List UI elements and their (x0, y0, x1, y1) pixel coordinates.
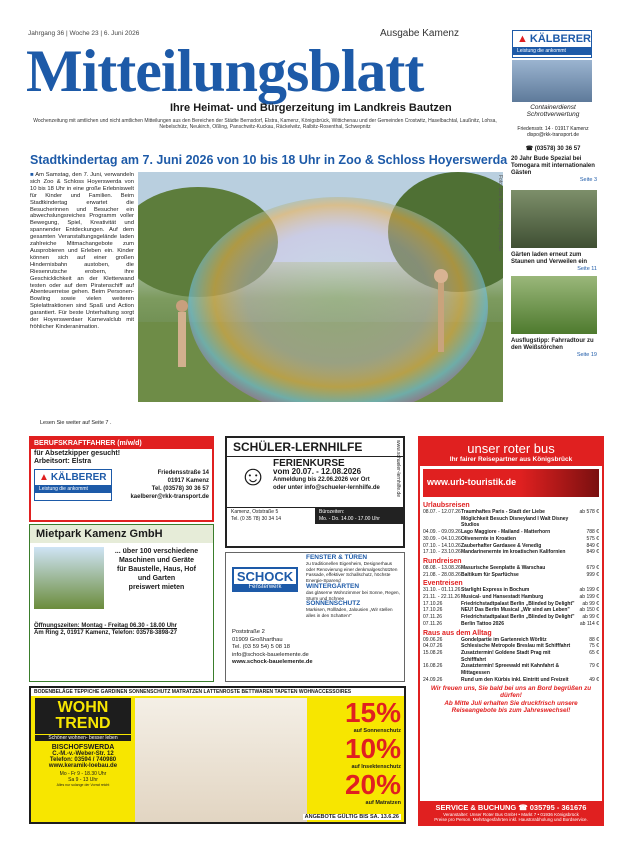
bus-section-title: Rundreisen (423, 557, 462, 565)
bus-trip-price: 65 € (589, 649, 599, 656)
schuelerhilfe-hours-label: Bürozeiten: (319, 509, 345, 515)
bus-trip-row[interactable] (420, 601, 602, 608)
kaelberer-logo-icon: ▲ (39, 472, 49, 483)
bus-trip-name: Masurische Seenplatte & Warschau (461, 564, 546, 571)
wohntrend-hours-week: Mo - Fr 9 - 18.30 Uhr (59, 771, 107, 777)
curtain-room-photo (135, 698, 307, 822)
bus-trip-date: 04.09. - 09.09.26 (423, 529, 461, 536)
mietpark-line2: Maschinen und Geräte (118, 557, 195, 564)
wohntrend-phone: Telefon: 03594 / 740980 (49, 757, 117, 763)
side-story-3-text: Ausflugstipp: Fahrradtour zu den Weißstörchen (511, 338, 594, 351)
schuelerhilfe-address: Kamenz, Oststraße 5 (231, 509, 279, 515)
bus-trip-date: 07.10. - 14.10.26 (423, 542, 461, 549)
discount-20: 20% (344, 769, 401, 800)
bus-trip-name: Mandarinenernte im kroatischen Kalifornien (461, 549, 566, 556)
bus-trip-price: ab 578 € (579, 509, 599, 515)
bus-trip-name: Friedrichstadtpalast Berlin „Blinded by Delight" (461, 614, 575, 621)
bus-trip-name: Rund um den Kürbis inkl. Eintritt und Freizeit (461, 676, 569, 683)
soap-bubble-photo (138, 172, 503, 402)
mietpark-ad[interactable] (29, 524, 214, 682)
mietpark-line5: preiswert mieten (128, 584, 185, 591)
bus-catalog-note: Ab Mitte Juli erhalten Sie druckfrisch unsere Reiseangebote bis zum Jahreswechsel! (444, 700, 578, 715)
bus-trip-name: NEU! Das Berlin Musical „Wir sind am Leben" (461, 607, 570, 614)
schock-street: Poststraße 2 (232, 629, 265, 635)
bus-trip-date: 15.08.26 (423, 649, 443, 656)
bus-section-title: Raus aus dem Alltag (423, 629, 492, 637)
side-story-1[interactable] (511, 156, 597, 183)
bus-trip-date: 31.10. - 01.11.26 (423, 587, 461, 594)
bus-trip-name: Zusatztermin! Goldene Stadt Prag mit Schifffahrt (461, 649, 551, 663)
schock-windows-head: FENSTER & TÜREN (306, 554, 368, 561)
container-service-address: Friedensstr. 14 · 01917 Kamenz dispo@rkk-transport.de (517, 126, 589, 138)
bus-trip-date: 07.11.26 (423, 620, 443, 627)
bus-trip-price: 679 € (586, 564, 599, 571)
kaelberer-logo-text: KÄLBERER (50, 472, 107, 483)
driver-job-email[interactable]: kaelberer@rkk-transport.de (130, 494, 209, 500)
side-story-2[interactable] (511, 252, 597, 272)
schock-sunshade-head: SONNENSCHUTZ (306, 600, 361, 608)
bus-trip-row[interactable] (420, 565, 602, 572)
bus-price-note: Preise pro Person. Mehrtagesfahrten inkl. Haustürabholung und Bordservice. (434, 817, 588, 822)
roter-bus-ad[interactable] (418, 436, 604, 826)
driver-job-line1: für Absetzkipper gesucht! (34, 450, 121, 457)
schock-windows-text: zu traditionellen Eigenheim, Designerhaus oder Renovierung einer denkmalgeschützten Fassade, effektiver Schallschutz, höchste Energie-Sparend (306, 560, 398, 584)
discount-20-label: auf Matratzen (365, 800, 401, 806)
bus-trip-date: 21.11. - 22.11.26 (423, 594, 461, 601)
bus-trip-date: 04.07.26 (423, 643, 443, 650)
schock-website[interactable]: www.schock-bauelemente.de (232, 659, 313, 665)
mietpark-line3: für Baustelle, Haus, Hof (117, 566, 196, 573)
bus-website[interactable]: www.urb-touristik.de (423, 469, 599, 497)
bus-trip-price: ab 114 € (579, 620, 599, 627)
bus-trip-name: Schlesische Metropole Breslau mit Schifffahrt (461, 643, 571, 650)
schuelerhilfe-title: SCHÜLER-LERNHILFE (227, 438, 403, 457)
bus-trip-date: 16.08.26 (423, 663, 443, 670)
lead-article-text: ■ Am Samstag, den 7. Juni, verwandeln sich Zoo & Schloss Hoyerswerda von 10 bis 18 Uhr in eine große Erlebniswelt für Kinder und Familien. Beim Stadtkindertag erwartet die Besucherinnen und Besucher ein abwechslungsreiches Programm voller Bewegung, Spiel, Kreativität und spannender Entdeckungen. Auf dem gesamten Veranstaltungsgelände laden zahlreiche Mitmachangebote zum Ausprobieren und Erleben ein. Kinder können sich auf einer großen Hindernisbahn austoben, die Riesenrutsche erobern, ihre Geschicklichkeit an der Kletterwand testen oder auf dem Piratenschiff auf Abenteuerreise gehen. Beim Personen-Bowling sowie vielen weiteren Spielattraktionen sind Spaß und Action garantiert. Für beste Unterhaltung sorgt der Hoyerswerdaer Karnevalclub mit fröhlicher Kinderanimation. (30, 172, 134, 330)
bus-trip-name: Zusatztermin! Spreewald mit Kahnfahrt & Mittagessen (461, 663, 560, 677)
photo-credit: Foto: Zoo & Schloss Hoyerswerda (497, 175, 503, 251)
driver-job-city: 01917 Kamenz (167, 478, 209, 484)
bus-trip-date: 08.07. - 12.07.26 (423, 509, 461, 515)
wohntrend-logo-line2: TREND (55, 715, 111, 732)
bus-trip-price: 79 € (589, 663, 599, 670)
bus-trip-row[interactable] (420, 516, 602, 529)
bus-operator: Veranstalter: Unser Roter Bus GmbH • Markt 7 • 01936 Königsbrück (443, 812, 579, 817)
bus-trip-date (423, 516, 461, 529)
bus-trip-name: Musical- und Hansestadt Hamburg (461, 594, 544, 601)
bus-trip-name: Zauberhafter Gardasee & Venedig (461, 542, 542, 549)
driver-job-ad[interactable] (29, 436, 214, 522)
bus-trip-date: 21.08. - 28.08.26 (423, 571, 461, 578)
side-story-1-text: 20 Jahr Bude Spezial bei Tomogara mit internationalen Gästen (511, 156, 595, 176)
bus-trip-row[interactable] (420, 529, 602, 536)
wohntrend-note: Alles nur solange der Vorrat reicht (56, 783, 110, 787)
newspaper-title: Mitteilungsblatt (26, 38, 424, 104)
excavator-image (34, 547, 104, 609)
bus-trip-row[interactable] (420, 509, 602, 516)
driver-job-street: Friedensstraße 14 (157, 470, 209, 476)
bus-section-title: Eventreisen (423, 580, 463, 588)
container-service-title: Containerdienst Schrottverwertung (526, 104, 580, 118)
bus-trip-date: 17.10.26 (423, 600, 443, 607)
issue-info: Jahrgang 36 | Woche 23 | 6. Juni 2026 (28, 30, 140, 37)
student-cartoon-icon: ☺ (238, 460, 268, 491)
bus-trip-price: 75 € (589, 643, 599, 650)
mietpark-address: Am Ring 2, 01917 Kamenz, Telefon: 03578-3898-27 (34, 630, 177, 636)
schock-fenster-ad[interactable] (225, 552, 405, 682)
bus-trip-date: 08.08. - 13.08.26 (423, 564, 461, 571)
schock-sunshade-text: Markisen, Rollläden, Jalousien „Wir stellen alles in den Schatten!" (306, 607, 393, 618)
bus-slogan: Wir freuen uns, Sie bald bei uns an Bord begrüßen zu dürfen! (430, 685, 592, 700)
bus-trip-row[interactable] (420, 643, 602, 650)
bus-trip-row[interactable] (420, 543, 602, 550)
bus-trip-row[interactable] (420, 572, 602, 579)
discount-10: 10% (344, 733, 401, 764)
container-truck-image (512, 60, 592, 102)
bus-trip-row[interactable] (420, 621, 602, 628)
schuelerhilfe-web-vertical[interactable]: www.schueler-lernhilfe.de (395, 440, 401, 497)
schock-city: 01909 Großharthau (232, 636, 283, 643)
bus-trip-date: 24.09.26 (423, 676, 443, 683)
offer-validity: ANGEBOTE GÜLTIG BIS SA. 13.6.26 (304, 814, 399, 820)
bus-trip-row[interactable] (420, 677, 602, 684)
bus-trip-date: 30.09. - 04.10.26 (423, 535, 461, 542)
schuelerhilfe-dates: vom 20.07. - 12.08.2026 (273, 467, 362, 476)
subtitle-left: Ihre Heimat- und Bürgerzeitung (170, 102, 335, 114)
container-service-phone: ☎ (03578) 30 36 57 (525, 146, 581, 152)
wohntrend-hours-sat: Sa 9 - 13 Uhr (68, 777, 98, 783)
schock-email[interactable]: info@schock-bauelemente.de (232, 651, 309, 658)
wohntrend-logo (35, 698, 131, 734)
mietpark-title: Mietpark Kamenz GmbH (30, 525, 213, 543)
bus-trip-name: Berlin Tattoo 2026 (461, 620, 504, 627)
bus-trip-name: Möglichkeit Besuch Disneyland I Walt Disney Studios (461, 515, 569, 529)
wohntrend-product-band: BODENBELÄGE TEPPICHE GARDINEN SONNENSCHUTZ MATRATZEN LATTENROSTE BETTWAREN TAPETEN WOHNACCESSOIRES (31, 688, 404, 696)
bus-trip-name: Friedrichstadtpalast Berlin „Blinded by Delight" (461, 600, 575, 607)
bus-trip-date: 17.10.26 (423, 607, 443, 614)
bus-trip-name: Baltikum für Sparfüchse (461, 571, 519, 578)
bus-trip-name: Traumhaftes Paris - Stadt der Liebe (461, 509, 545, 515)
bus-section-title: Urlaubsreisen (423, 502, 470, 509)
bus-trip-row[interactable] (420, 614, 602, 621)
schock-conservatory-text: das gläserne Wohnzimmer bei Sonne, Regen, Sturm und Schnee (306, 589, 400, 601)
bus-trip-row[interactable] (420, 549, 602, 556)
kaelberer-logo-text: KÄLBERER (529, 33, 592, 45)
bus-trip-row[interactable] (420, 594, 602, 601)
soap-bubble-illustration (138, 172, 503, 402)
schuelerhilfe-deadline: Anmeldung bis 22.06.2026 vor Ort (273, 477, 370, 483)
schuelerhilfe-courses: FERIENKURSE (273, 458, 345, 469)
wohntrend-logo-line1: WOHN (57, 699, 109, 716)
mietpark-line4: und Garten (137, 575, 176, 582)
schuelerhilfe-hours: Mo. - Do. 14.00 - 17.00 Uhr (319, 516, 380, 522)
legal-notice: Wochenzeitung mit amtlichen und nicht amtlichen Mitteilungen aus den Bereichen der Städte Bernsdorf, Elstra, Kamenz, Königsbrück, Wittichenau und der Gemeinden Crostwitz, Haselbachtal, Laußnitz, Lohsa, Nebelschütz, Neukirch, Oßling, Panschwitz-Kuckau, Räckelwitz, Ralbitz-Rosenthal, Schwepnitz (33, 118, 497, 130)
bus-trip-price: 999 € (586, 571, 599, 578)
bus-trip-row[interactable] (420, 536, 602, 543)
wohntrend-ad[interactable] (29, 686, 406, 824)
side-story-2-text: Gärten laden erneut zum Staunen und Verweilen ein (511, 252, 588, 265)
bus-trip-price (575, 516, 599, 529)
subtitle-right: im Landkreis Bautzen (338, 102, 452, 114)
wohntrend-slogan: Schöner wohnen- besser leben (35, 735, 131, 741)
discount-15-label: auf Sonnenschutz (353, 728, 401, 734)
wohntrend-street: C.-M.-v.-Weber-Str. 12 (52, 751, 114, 757)
bus-trip-row[interactable] (420, 663, 602, 676)
bus-trip-row[interactable] (420, 650, 602, 663)
wohntrend-website[interactable]: www.keramik-loebau.de (48, 763, 118, 769)
schock-conservatory-head: WINTERGÄRTEN (306, 582, 360, 590)
driver-job-title: BERUFSKRAFTFAHRER (m/w/d) (31, 438, 212, 449)
bus-trip-price: ab 99 € (582, 614, 599, 621)
bus-trip-name: Olivenernte in Kroatien (461, 535, 517, 542)
bus-trip-row[interactable] (420, 637, 602, 644)
discount-10-label: auf Insektenschutz (351, 764, 401, 770)
bus-service-phone: SERVICE & BUCHUNG ☎ 035795 - 361676 (435, 803, 587, 812)
bus-trip-name: Starlight Express in Bochum (461, 587, 530, 594)
bus-trip-date: 17.10. - 23.10.26 (423, 549, 461, 556)
read-more-link[interactable]: Lesen Sie weiter auf Seite 7 . (40, 420, 112, 426)
driver-job-phone: Tel. (03578) 30 36 57 (151, 486, 209, 492)
bus-trip-name: Gondelpartie im Gartenreich Wörlitz (461, 636, 547, 643)
side-story-2-image (511, 276, 597, 334)
bus-subtitle: Ihr fairer Reisepartner aus Königsbrück (449, 456, 573, 463)
bus-trip-price: 849 € (586, 549, 599, 556)
lead-headline: Stadtkindertag am 7. Juni 2026 von 10 bis 18 Uhr in Zoo & Schloss Hoyerswerda (30, 153, 508, 167)
bus-trip-price: ab 99 € (582, 600, 599, 607)
bus-trip-price: 788 € (586, 529, 599, 536)
bus-trip-date: 09.06.26 (423, 636, 443, 643)
bus-trip-row[interactable] (420, 607, 602, 614)
schuelerhilfe-phone: Tel. (0 35 78) 30 34 14 (231, 516, 282, 522)
schock-phone: Tel. (03 59 54) 5 08 18 (232, 644, 291, 650)
schuelerhilfe-email: oder unter info@schueler-lernhilfe.de (273, 485, 380, 491)
kaelberer-tagline: Leistung die ankommt (513, 47, 591, 55)
bus-trip-price: ab 199 € (579, 587, 599, 594)
wohntrend-city: BISCHOFSWERDA (51, 744, 115, 751)
side-story-3-page: Seite 19 (576, 352, 597, 358)
bus-trip-price: 49 € (589, 676, 599, 683)
schock-logo: SCHOCK (236, 569, 294, 584)
bus-trip-price: 575 € (586, 535, 599, 542)
bus-trip-price: ab 199 € (579, 594, 599, 601)
bus-title: unser roter bus (467, 441, 555, 456)
driver-job-location: Arbeitsort: Elstra (34, 458, 92, 465)
kaelberer-logo-icon: ▲ (517, 33, 528, 45)
bus-trip-date: 07.11.26 (423, 614, 443, 621)
bus-trip-name: Lago Maggiore - Mailand - Matterhorn (461, 529, 551, 536)
schuelerhilfe-ad[interactable] (225, 436, 405, 548)
bus-trip-price: 849 € (586, 542, 599, 549)
side-story-1-image (511, 190, 597, 248)
bus-trip-price: ab 150 € (579, 607, 599, 614)
bus-trip-price: 88 € (589, 636, 599, 643)
side-story-3[interactable] (511, 338, 597, 358)
bus-trip-row[interactable] (420, 587, 602, 594)
mietpark-line1: ... über 100 verschiedene (114, 548, 199, 555)
side-story-1-page: Seite 3 (579, 177, 597, 183)
side-story-2-page: Seite 11 (577, 266, 597, 272)
lead-article-body: Am Samstag, den 7. Juni, verwandeln sich Zoo & Schloss Hoyerswerda von 10 bis 18 Uhr in eine große Erlebniswelt für Kinder und Familien. Beim Stadtkindertag erwartet die Besucherinnen und Besucher ein abwechslungsreiches Programm voller Bewegung, Spiel, Kreativität und spannender Entdeckungen. Auf dem gesamten Veranstaltungsgelände laden zahlreiche Mitmachangebote zum Ausprobieren und Erleben ein. Kinder können sich auf einer großen Hindernisbahn austoben, die Riesenrutsche erobern, ihre Geschicklichkeit an der Kletterwand testen oder auf dem Piratenschiff auf Abenteuerreise gehen. Beim Personen-Bowling sowie vielen weiteren Spielattraktionen sind Spaß und Action garantiert. Für beste Unterhaltung sorgt der Hoyerswerdaer Karnevalclub mit fröhlicher Kinderanimation. (30, 172, 134, 330)
kaelberer-logo-top (512, 30, 592, 58)
edition-label: Ausgabe Kamenz (380, 28, 459, 39)
kaelberer-tagline: Leistung die ankommt (35, 485, 111, 493)
schock-logo-sub: Fensterwerk (234, 584, 296, 590)
discount-15: 15% (344, 697, 401, 728)
mietpark-hours: Öffnungszeiten: Montag - Freitag 06.30 - 18.00 Uhr (34, 623, 178, 629)
